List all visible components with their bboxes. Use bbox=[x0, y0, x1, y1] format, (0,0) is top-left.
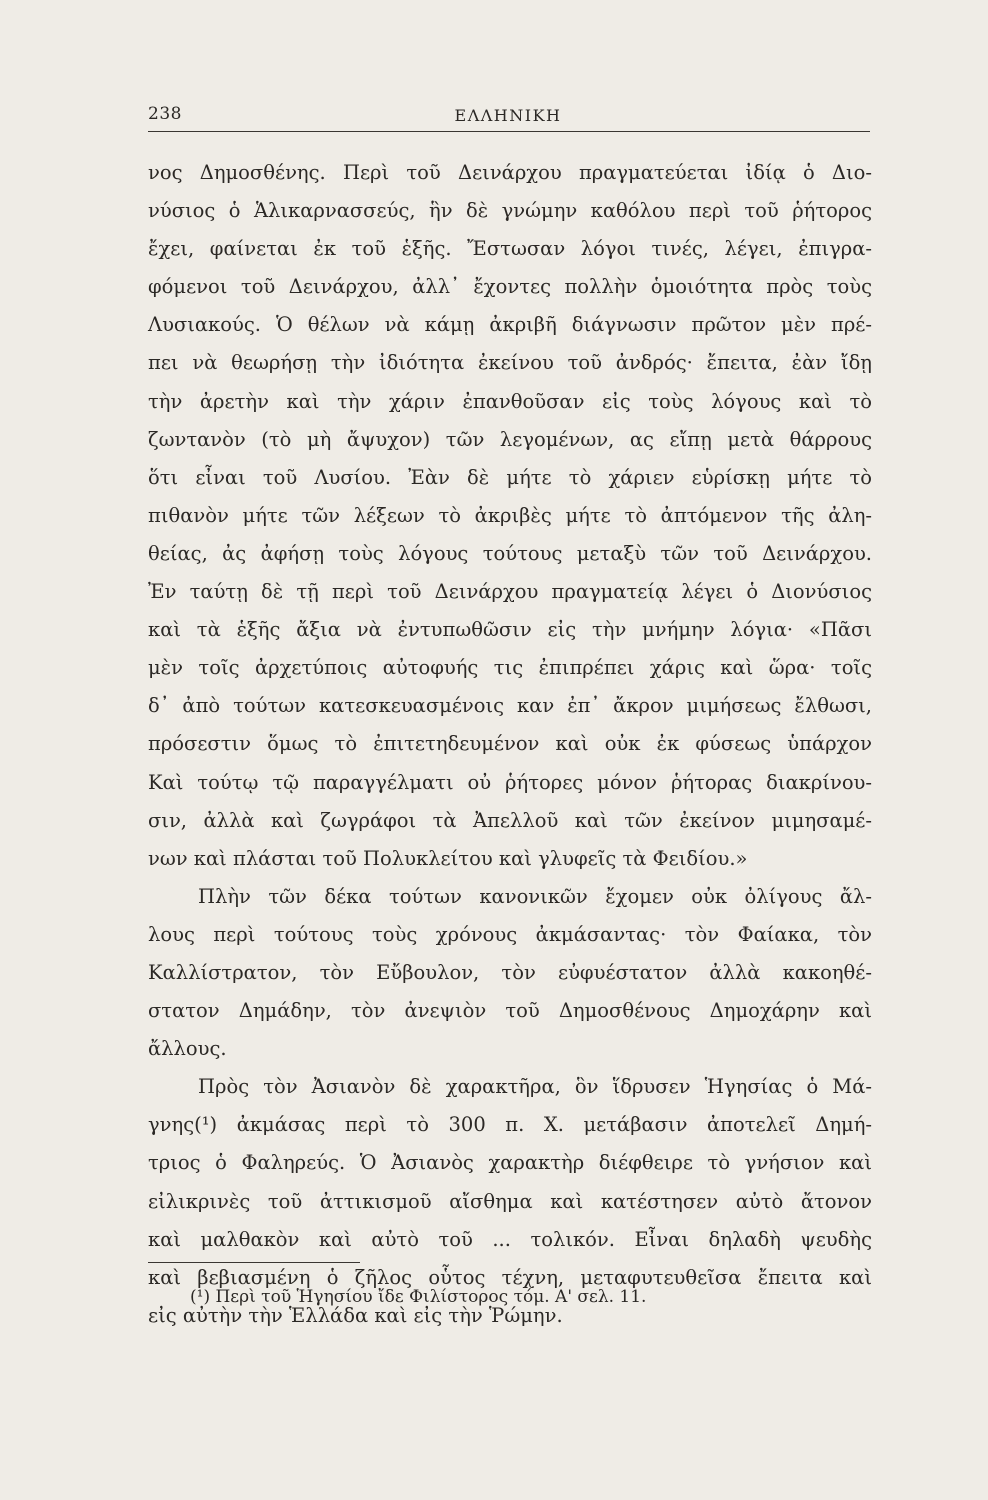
footnote-rule bbox=[148, 1262, 360, 1263]
text-line: πει νὰ θεωρήσῃ τὴν ἰδιότητα ἐκείνου τοῦ ἀνδρός· ἔπειτα, ἐὰν ἴδῃ bbox=[148, 351, 872, 375]
text-line: Λυσιακούς. Ὁ θέλων νὰ κάμῃ ἀκριβῆ διάγνωσιν πρῶτον μὲν πρέ- bbox=[148, 313, 872, 337]
text-line: νύσιος ὁ Ἁλικαρνασσεύς, ἣν δὲ γνώμην καθόλου περὶ τοῦ ῥήτορος bbox=[148, 199, 872, 223]
body-text bbox=[148, 154, 872, 1335]
page-number: 238 bbox=[148, 104, 182, 124]
text-line: εἰλικρινὲς τοῦ ἀττικισμοῦ αἴσθημα καὶ κατέστησεν αὐτὸ ἄτονον bbox=[148, 1189, 872, 1213]
text-line: φόμενοι τοῦ Δεινάρχου, ἀλλ᾽ ἔχοντες πολλὴν ὁμοιότητα πρὸς τοὺς bbox=[148, 275, 872, 299]
text-line: Ἐν ταύτῃ δὲ τῇ περὶ τοῦ Δεινάρχου πραγματείᾳ λέγει ὁ Διονύσιος bbox=[148, 580, 872, 604]
footnote: (¹) Περὶ τοῦ Ἡγησίου ἴδε Φιλίστορος τόμ. Α' σελ. 11. bbox=[190, 1287, 647, 1307]
text-line: Καλλίστρατον, τὸν Εὔβουλον, τὸν εὐφυέστατον ἀλλὰ κακοηθέ- bbox=[148, 960, 872, 984]
text-line: μὲν τοῖς ἀρχετύποις αὐτοφυής τις ἐπιπρέπει χάρις καὶ ὥρα· τοῖς bbox=[148, 656, 872, 680]
text-line: θείας, ἀς ἀφήσῃ τοὺς λόγους τούτους μεταξὺ τῶν τοῦ Δεινάρχου. bbox=[148, 541, 872, 565]
text-line: πιθανὸν μήτε τῶν λέξεων τὸ ἀκριβὲς μήτε τὸ ἀπτόμενον τῆς ἀλη- bbox=[148, 503, 872, 527]
text-line: ἄλλους. bbox=[148, 1037, 227, 1061]
text-line: ζωντανὸν (τὸ μὴ ἄψυχον) τῶν λεγομένων, ας εἴπῃ μετὰ θάρρους bbox=[148, 427, 872, 451]
text-line: γνης(¹) ἀκμάσας περὶ τὸ 300 π. Χ. μετάβασιν ἀποτελεῖ Δημή- bbox=[148, 1113, 872, 1137]
text-line: τὴν ἀρετὴν καὶ τὴν χάριν ἐπανθοῦσαν εἰς τοὺς λόγους καὶ τὸ bbox=[148, 389, 872, 413]
text-line: Καὶ τούτῳ τῷ παραγγέλματι οὐ ῥήτορες μόνον ῥήτορας διακρίνου- bbox=[148, 770, 872, 794]
text-line: λους περὶ τούτους τοὺς χρόνους ἀκμάσαντας· τὸν Φαίακα, τὸν bbox=[148, 922, 872, 946]
text-line: νος Δημοσθένης. Περὶ τοῦ Δεινάρχου πραγματεύεται ἰδίᾳ ὁ Διο- bbox=[148, 161, 872, 184]
page-header bbox=[148, 102, 868, 130]
text-line: καὶ τὰ ἑξῆς ἄξια νὰ ἐντυπωθῶσιν εἰς τὴν μνήμην λόγια· «Πᾶσι bbox=[148, 618, 872, 642]
text-line: Πρὸς τὸν Ἀσιανὸν δὲ χαρακτῆρα, ὃν ἵδρυσεν Ἡγησίας ὁ Μά- bbox=[198, 1075, 872, 1099]
text-line: καὶ βεβιασμένη ὁ ζῆλος οὗτος τέχνη, μεταφυτευθεῖσα ἔπειτα καὶ bbox=[148, 1265, 872, 1289]
text-line: τριος ὁ Φαληρεύς. Ὁ Ἀσιανὸς χαρακτὴρ διέφθειρε τὸ γνήσιον καὶ bbox=[148, 1151, 872, 1175]
text-line: ἔχει, φαίνεται ἐκ τοῦ ἑξῆς. Ἔστωσαν λόγοι τινές, λέγει, ἐπιγρα- bbox=[148, 237, 872, 261]
text-line: δ᾽ ἀπὸ τούτων κατεσκευασμένοις καν ἐπ᾽ ἄκρον μιμήσεως ἔλθωσι, bbox=[148, 694, 872, 718]
running-head: ΕΛΛΗΝΙΚΗ bbox=[454, 106, 562, 125]
text-line: ὅτι εἶναι τοῦ Λυσίου. Ἐὰν δὲ μήτε τὸ χάριεν εὑρίσκῃ μήτε τὸ bbox=[148, 465, 872, 489]
text-line: στατον Δημάδην, τὸν ἀνεψιὸν τοῦ Δημοσθένους Δημοχάρην καὶ bbox=[148, 999, 872, 1023]
text-line: Πλὴν τῶν δέκα τούτων κανονικῶν ἔχομεν οὐκ ὀλίγους ἄλ- bbox=[198, 884, 872, 908]
text-line: καὶ μαλθακὸν καὶ αὐτὸ τοῦ ... τολικόν. Εἶναι δηλαδὴ ψευδὴς bbox=[148, 1227, 872, 1251]
text-line: νων καὶ πλάσται τοῦ Πολυκλείτου καὶ γλυφεῖς τὰ Φειδίου.» bbox=[148, 846, 748, 870]
text-line: πρόσεστιν ὅμως τὸ ἐπιτετηδευμένον καὶ οὐκ ἐκ φύσεως ὑπάρχον bbox=[148, 732, 872, 756]
text-line: εἰς αὐτὴν τὴν Ἑλλάδα καὶ εἰς τὴν Ῥώμην. bbox=[148, 1303, 563, 1327]
header-rule bbox=[148, 131, 870, 132]
text-line: σιν, ἀλλὰ καὶ ζωγράφοι τὰ Ἀπελλοῦ καὶ τῶν ἐκείνον μιμησαμέ- bbox=[148, 808, 872, 832]
